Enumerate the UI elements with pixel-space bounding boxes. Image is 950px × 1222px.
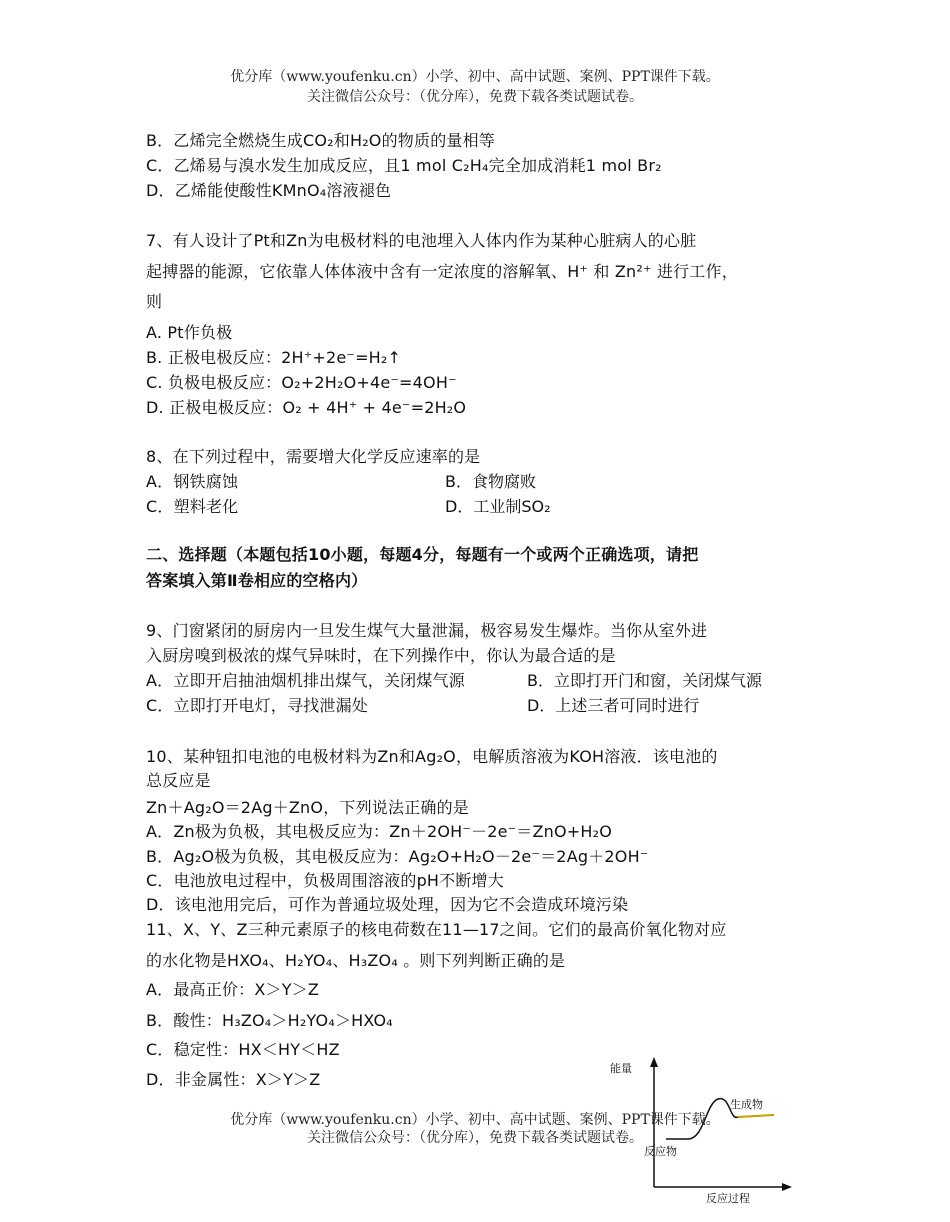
q7-option-a: A. Pt作负极: [146, 323, 233, 342]
diagram-y-arrow-icon: [650, 1057, 658, 1067]
q7-option-c: C. 负极电极反应：O₂+2H₂O+4e⁻=4OH⁻: [146, 373, 457, 392]
q8-option-d: D．工业制SO₂: [445, 497, 551, 516]
q11-stem-line-1: 11、X、Y、Z三种元素原子的核电荷数在11—17之间。它们的最高价氧化物对应: [146, 920, 727, 939]
q11-option-a: A．最高正价：X＞Y＞Z: [146, 980, 320, 999]
q10-stem-line-1: 10、某种钮扣电池的电极材料为Zn和Ag₂O，电解质溶液为KOH溶液．该电池的: [146, 747, 718, 766]
q7-option-d: D. 正极电极反应：O₂ + 4H⁺ + 4e⁻=2H₂O: [146, 398, 467, 417]
diagram-x-arrow-icon: [782, 1183, 792, 1191]
q9-stem-line-1: 9、门窗紧闭的厨房内一旦发生煤气大量泄漏，极容易发生爆炸。当你从室外进: [146, 621, 708, 640]
q7-option-b: B. 正极电极反应：2H⁺+2e⁻=H₂↑: [146, 348, 402, 367]
diagram-y-axis-label: 能量: [610, 1062, 632, 1075]
diagram-x-axis-label: 反应过程: [706, 1192, 750, 1205]
q9-option-a: A．立即开启抽油烟机排出煤气，关闭煤气源: [146, 671, 465, 690]
q9-stem-line-2: 入厨房嗅到极浓的煤气异味时，在下列操作中，你认为最合适的是: [146, 646, 616, 665]
q9-option-b: B．立即打开门和窗，关闭煤气源: [527, 671, 762, 690]
header-line-1: 优分库（www.youfenku.cn）小学、初中、高中试题、案例、PPT课件下载。: [230, 69, 720, 85]
q6-option-d: D．乙烯能使酸性KMnO₄溶液褪色: [146, 181, 392, 200]
footer-line-2: 关注微信公众号：（优分库），免费下载各类试题试卷。: [307, 1130, 643, 1146]
q10-stem-line-2: 总反应是: [146, 771, 211, 790]
q10-option-b: B．Ag₂O极为负极，其电极反应为：Ag₂O+H₂O－2e⁻＝2Ag＋2OH⁻: [146, 847, 649, 866]
q11-option-d: D．非金属性：X＞Y＞Z: [146, 1070, 321, 1089]
q8-stem: 8、在下列过程中，需要增大化学反应速率的是: [146, 447, 481, 466]
q9-option-c: C．立即打开电灯，寻找泄漏处: [146, 696, 368, 715]
q8-option-a: A．钢铁腐蚀: [146, 472, 239, 491]
q10-option-d: D．该电池用完后，可作为普通垃圾处理，因为它不会造成环境污染: [146, 895, 629, 914]
q10-option-c: C．电池放电过程中，负极周围溶液的pH不断增大: [146, 871, 504, 890]
q10-stem-line-3: Zn＋Ag₂O＝2Ag＋ZnO，下列说法正确的是: [146, 798, 469, 817]
footer-line-1: 优分库（www.youfenku.cn）小学、初中、高中试题、案例、PPT课件下载。: [230, 1112, 720, 1128]
q11-stem-line-2: 的水化物是HXO₄、H₂YO₄、H₃ZO₄ 。则下列判断正确的是: [146, 951, 566, 970]
header-line-2: 关注微信公众号：（优分库），免费下载各类试题试卷。: [307, 89, 643, 105]
q10-option-a: A．Zn极为负极，其电极反应为：Zn＋2OH⁻－2e⁻＝ZnO+H₂O: [146, 822, 613, 841]
q11-option-c: C．稳定性：HX＜HY＜HZ: [146, 1040, 340, 1059]
q6-option-b: B．乙烯完全燃烧生成CO₂和H₂O的物质的量相等: [146, 131, 495, 150]
q8-option-c: C．塑料老化: [146, 497, 239, 516]
diagram-reactant-label: 反应物: [644, 1145, 677, 1158]
q7-stem-line-2: 起搏器的能源，它依靠人体体液中含有一定浓度的溶解氧、H⁺ 和 Zn²⁺ 进行工作，: [146, 262, 738, 281]
q9-option-d: D．上述三者可同时进行: [527, 696, 700, 715]
section-2-title-line-2: 答案填入第Ⅱ卷相应的空格内）: [146, 571, 368, 590]
diagram-product-label: 生成物: [730, 1098, 763, 1111]
q8-option-b: B．食物腐败: [445, 472, 536, 491]
q7-stem-line-1: 7、有人设计了Pt和Zn为电极材料的电池埋入人体内作为某种心脏病人的心脏: [146, 231, 697, 250]
q11-option-b: B．酸性：H₃ZO₄＞H₂YO₄＞HXO₄: [146, 1011, 393, 1030]
q6-option-c: C．乙烯易与溴水发生加成反应，且1 mol C₂H₄完全加成消耗1 mol Br₂: [146, 156, 662, 175]
section-2-title-line-1: 二、选择题（本题包括10小题，每题4分，每题有一个或两个正确选项，请把: [146, 545, 699, 564]
q7-stem-line-3: 则: [146, 292, 163, 311]
